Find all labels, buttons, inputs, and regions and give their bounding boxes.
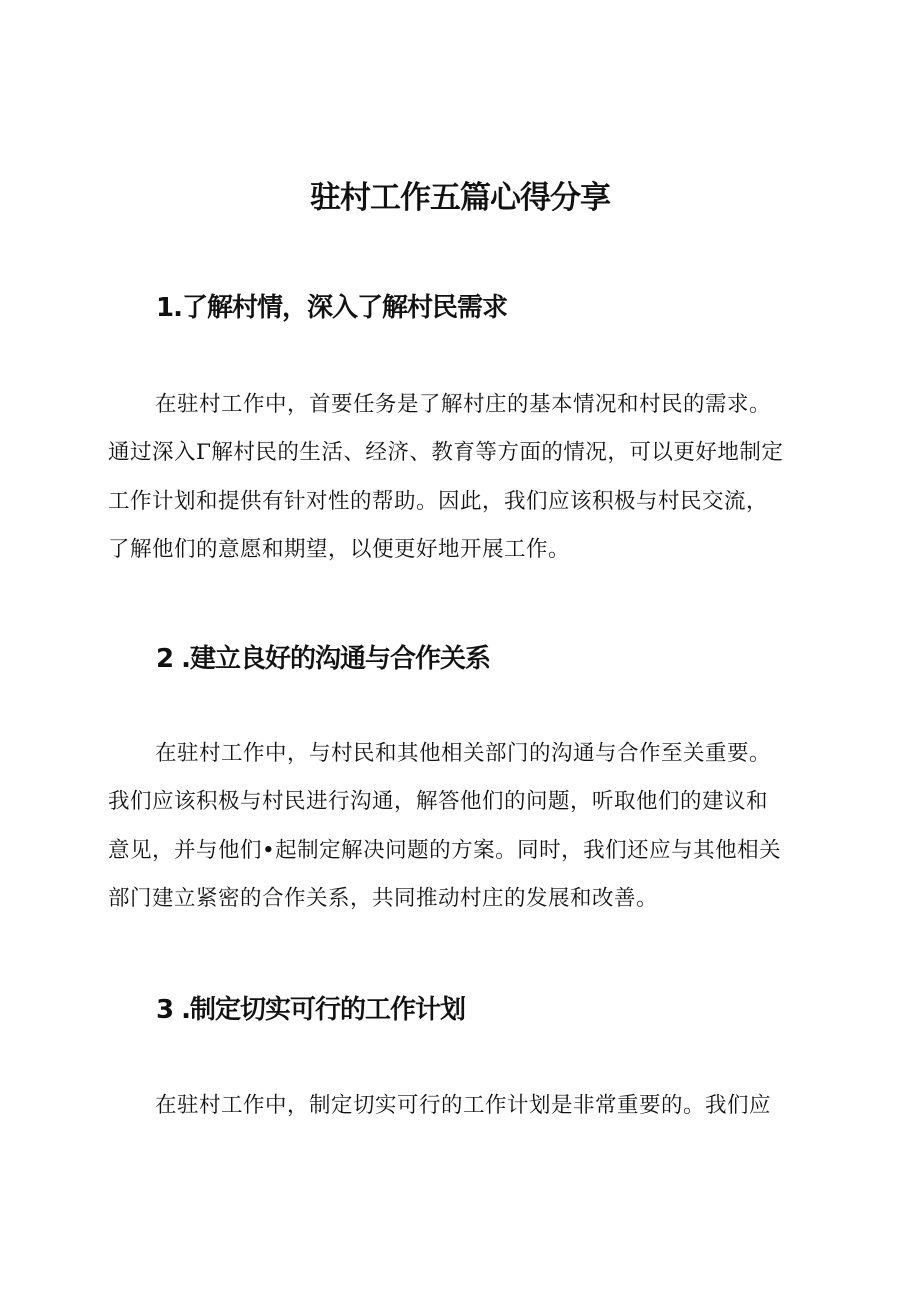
paragraph-line: 我们应该积极与村民进行沟通，解答他们的问题，听取他们的建议和 [108, 789, 769, 815]
section-2-heading: 2 .建立良好的沟通与合作关系 [156, 644, 491, 674]
paragraph-line: 意见，并与他们•起制定解决问题的方案。同时，我们还应与其他相关 [108, 837, 782, 863]
section-3-heading: 3 .制定切实可行的工作计划 [156, 995, 466, 1025]
paragraph-line: 在驻村工作中，制定切实可行的工作计划是非常重要的。我们应 [155, 1093, 772, 1118]
paragraph-line: 部门建立紧密的合作关系，共同推动村庄的发展和改善。 [108, 885, 659, 911]
section-1-paragraph [108, 381, 828, 574]
paragraph-line: 工作计划和提供有针对性的帮助。因此，我们应该积极与村民交流， [108, 488, 769, 514]
section-1-heading: 1.了解村情，深入了解村民需求 [156, 293, 507, 323]
section-2-paragraph [108, 730, 828, 923]
paragraph-line: 了解他们的意愿和期望，以便更好地开展工作。 [108, 536, 571, 562]
paragraph-line: 在驻村工作中，与村民和其他相关部门的沟通与合作至关重要。 [155, 741, 772, 766]
section-3-paragraph [108, 1082, 828, 1130]
paragraph-line: 通过深入Γ解村民的生活、经济、教育等方面的情况，可以更好地制定 [108, 440, 784, 466]
paragraph-line: 在驻村工作中，首要任务是了解村庄的基本情况和村民的需求。 [155, 392, 772, 417]
document-title: 驻村工作五篇心得分享 [310, 180, 610, 216]
